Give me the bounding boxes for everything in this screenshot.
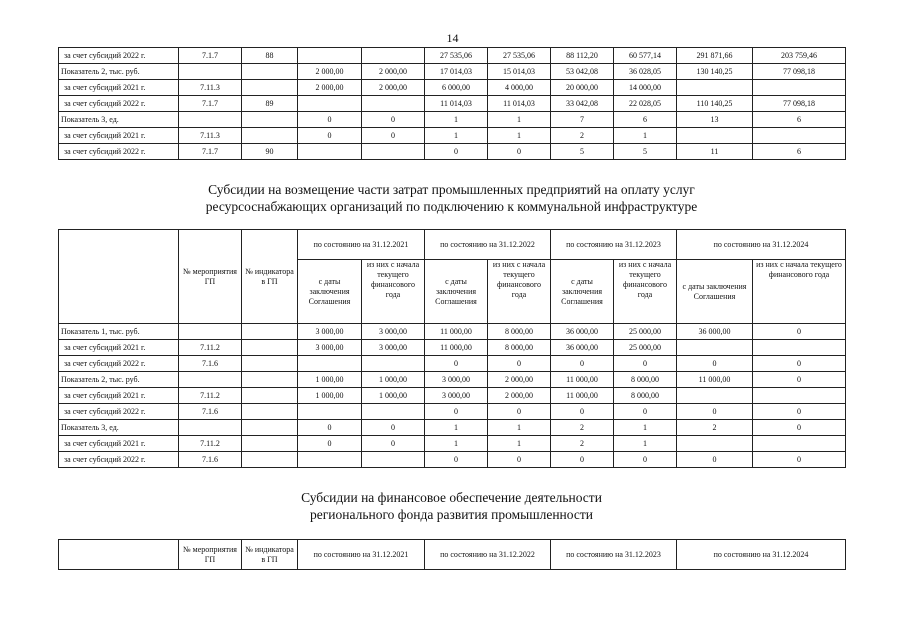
table1-cell: 1: [488, 128, 551, 144]
table2-row-label: за счет субсидий 2021 г.: [59, 340, 179, 356]
table1-cell: 5: [614, 144, 677, 160]
table1-cell: 0: [362, 128, 425, 144]
table1-cell: [753, 128, 846, 144]
table2-cell: 1: [488, 420, 551, 436]
table2-cell: [242, 388, 298, 404]
table2-cell: 1: [425, 436, 488, 452]
table2-cell: 2 000,00: [488, 372, 551, 388]
table2-cell: 1: [425, 420, 488, 436]
table1-cell: 53 042,08: [551, 64, 614, 80]
table1-cell: 7.11.3: [179, 80, 242, 96]
section2-title-line1: Субсидии на возмещение части затрат промышленных предприятий на оплату услуг: [208, 182, 695, 197]
table2-cell: 11 000,00: [551, 372, 614, 388]
table1-cell: 13: [677, 112, 753, 128]
table2-cell: 3 000,00: [298, 324, 362, 340]
table2-cell: 0: [753, 356, 846, 372]
table1-cell: [362, 96, 425, 112]
table1-cell: [179, 64, 242, 80]
section3-title-line1: Субсидии на финансовое обеспечение деятельности: [301, 490, 602, 505]
table2-cell: 1: [614, 436, 677, 452]
table1-cell: 89: [242, 96, 298, 112]
table1-cell: 2 000,00: [362, 80, 425, 96]
table1-cell: 27 535,06: [425, 48, 488, 64]
table2-row: [59, 324, 846, 340]
table1-cell: 0: [488, 144, 551, 160]
table1-cell: 88 112,20: [551, 48, 614, 64]
table1-cell: 11: [677, 144, 753, 160]
table1-cell: [677, 128, 753, 144]
table2-cell: 2 000,00: [488, 388, 551, 404]
table2-cell: [179, 372, 242, 388]
section2-heading: [58, 181, 845, 215]
table1-cell: [298, 144, 362, 160]
table2-cell: 0: [753, 324, 846, 340]
table2-header-period-2021: по состоянию на 31.12.2021: [298, 230, 425, 260]
table2-cell: [242, 420, 298, 436]
table1-row-label: Показатель 3, ед.: [59, 112, 179, 128]
table1-row-label: за счет субсидий 2022 г.: [59, 48, 179, 64]
table2-cell: 36 000,00: [677, 324, 753, 340]
table1-row-label: за счет субсидий 2021 г.: [59, 128, 179, 144]
table2-header-period-2023: по состоянию на 31.12.2023: [551, 230, 677, 260]
table2-cell: 7.11.2: [179, 436, 242, 452]
table1-row-label: за счет субсидий 2022 г.: [59, 144, 179, 160]
table2-cell: 25 000,00: [614, 324, 677, 340]
section2-title-line2: ресурсоснабжающих организаций по подключению к коммунальной инфраструктуре: [205, 199, 698, 214]
table1-cell: 2 000,00: [298, 80, 362, 96]
table2-cell: [298, 356, 362, 372]
table1-cell: 2 000,00: [362, 64, 425, 80]
table1-row: [59, 112, 846, 128]
table2-row: [59, 404, 846, 420]
table1-row-label: Показатель 2, тыс. руб.: [59, 64, 179, 80]
table2-cell: 0: [551, 452, 614, 468]
table1-cell: 77 098,18: [753, 64, 846, 80]
table2-cell: 7.1.6: [179, 356, 242, 372]
table2-cell: [362, 404, 425, 420]
table2-sub-2022-from: с даты заключения Соглашения: [425, 260, 488, 324]
table2-cell: [677, 436, 753, 452]
table1-cell: 291 871,66: [677, 48, 753, 64]
table2-cell: [242, 356, 298, 372]
table2-cell: 3 000,00: [298, 340, 362, 356]
table2-row-label: за счет субсидий 2022 г.: [59, 452, 179, 468]
table1-cell: 11 014,03: [488, 96, 551, 112]
table2-sub-2023-ytd: из них с начала текущего финансового года: [614, 260, 677, 324]
table1-cell: 22 028,05: [614, 96, 677, 112]
table2-cell: 7.11.2: [179, 340, 242, 356]
table2-cell: 0: [488, 452, 551, 468]
table1-row: [59, 128, 846, 144]
table1-cell: 1: [425, 112, 488, 128]
table1-cell: 6: [753, 112, 846, 128]
table2-header-measure: № мероприятия ГП: [179, 230, 242, 324]
table2-cell: 0: [753, 404, 846, 420]
table2-row: [59, 388, 846, 404]
table2-cell: 0: [551, 404, 614, 420]
table1-cell: 0: [425, 144, 488, 160]
table2-cell: 8 000,00: [614, 388, 677, 404]
table1-cell: 110 140,25: [677, 96, 753, 112]
table2-cell: [242, 452, 298, 468]
table3-header-period-2022: по состоянию на 31.12.2022: [425, 540, 551, 570]
table2-cell: 1: [488, 436, 551, 452]
table1-cell: 0: [298, 128, 362, 144]
table2-cell: 1 000,00: [362, 372, 425, 388]
table3-header-period-2021: по состоянию на 31.12.2021: [298, 540, 425, 570]
table2-body: [59, 324, 846, 468]
table2-cell: 8 000,00: [488, 340, 551, 356]
table2-sub-2024-ytd: из них с начала текущего финансового года: [753, 260, 846, 324]
table2-cell: 0: [753, 452, 846, 468]
table2-cell: 7.1.6: [179, 452, 242, 468]
table2-cell: 11 000,00: [677, 372, 753, 388]
table1-cell: 7.1.7: [179, 96, 242, 112]
table2-cell: 0: [677, 356, 753, 372]
table2-cell: 8 000,00: [488, 324, 551, 340]
table2-cell: 3 000,00: [425, 372, 488, 388]
table2-cell: [362, 452, 425, 468]
table2-cell: [753, 388, 846, 404]
table2-cell: 0: [362, 436, 425, 452]
table1-cell: 6 000,00: [425, 80, 488, 96]
table2-sub-2024-from: с даты заключения Соглашения: [677, 260, 753, 324]
table2-cell: 0: [753, 420, 846, 436]
table2-cell: 0: [677, 452, 753, 468]
table2-row: [59, 452, 846, 468]
table2-row: [59, 372, 846, 388]
table1-cell: 60 577,14: [614, 48, 677, 64]
table1-cell: 2: [551, 128, 614, 144]
table2-cell: 11 000,00: [425, 324, 488, 340]
table1-cell: [677, 80, 753, 96]
table3-header-blank: [59, 540, 179, 570]
table1-cell: 7.11.3: [179, 128, 242, 144]
table2-cell: 25 000,00: [614, 340, 677, 356]
table2-cell: 7.1.6: [179, 404, 242, 420]
table1-cell: [362, 48, 425, 64]
table2-cell: 3 000,00: [362, 340, 425, 356]
table2-row-label: за счет субсидий 2022 г.: [59, 404, 179, 420]
table2-cell: [242, 436, 298, 452]
table2-cell: [242, 404, 298, 420]
table2-header-indicator: № индикатора в ГП: [242, 230, 298, 324]
table1-cell: 130 140,25: [677, 64, 753, 80]
table-section1-continuation: [58, 47, 846, 160]
table1-cell: 6: [753, 144, 846, 160]
table1-row: [59, 64, 846, 80]
table2-row-label: Показатель 3, ед.: [59, 420, 179, 436]
table2-header-period-2024: по состоянию на 31.12.2024: [677, 230, 846, 260]
table2-sub-2022-ytd: из них с начала текущего финансового года: [488, 260, 551, 324]
table2-cell: 11 000,00: [425, 340, 488, 356]
table1-cell: [179, 112, 242, 128]
table2-cell: [242, 324, 298, 340]
table2-cell: [242, 372, 298, 388]
table2-cell: 0: [488, 356, 551, 372]
table1-row: [59, 96, 846, 112]
table2-cell: 0: [488, 404, 551, 420]
table-section3: [58, 539, 846, 570]
section3-heading: [58, 489, 845, 523]
table1-cell: [242, 64, 298, 80]
table2-cell: 0: [298, 420, 362, 436]
table2-cell: 0: [677, 404, 753, 420]
table2-cell: [179, 420, 242, 436]
table3-header-period-2024: по состоянию на 31.12.2024: [677, 540, 846, 570]
table2-row: [59, 436, 846, 452]
table1-cell: 33 042,08: [551, 96, 614, 112]
table2-cell: 0: [425, 356, 488, 372]
table1-cell: 7.1.7: [179, 144, 242, 160]
table3-header-measure: № мероприятия ГП: [179, 540, 242, 570]
table1-row: [59, 144, 846, 160]
table1-cell: [298, 96, 362, 112]
table2-row-label: за счет субсидий 2021 г.: [59, 436, 179, 452]
table2-cell: [677, 340, 753, 356]
table1-cell: 6: [614, 112, 677, 128]
table1-row-label: за счет субсидий 2021 г.: [59, 80, 179, 96]
table2-cell: 36 000,00: [551, 324, 614, 340]
table2-cell: 2: [551, 436, 614, 452]
table-section2: [58, 229, 846, 468]
table1-cell: 2 000,00: [298, 64, 362, 80]
table1-cell: 90: [242, 144, 298, 160]
table1-cell: [242, 80, 298, 96]
table1-row: [59, 48, 846, 64]
table2-row-label: за счет субсидий 2021 г.: [59, 388, 179, 404]
table1-cell: 4 000,00: [488, 80, 551, 96]
table1-cell: 14 000,00: [614, 80, 677, 96]
table2-cell: 0: [753, 372, 846, 388]
table1-cell: 27 535,06: [488, 48, 551, 64]
table1-cell: 1: [425, 128, 488, 144]
table2-cell: 1 000,00: [298, 372, 362, 388]
table2-sub-2021-ytd: из них с начала текущего финансового года: [362, 260, 425, 324]
table2-cell: 0: [614, 356, 677, 372]
table1-cell: 7.1.7: [179, 48, 242, 64]
table2-row: [59, 356, 846, 372]
table3-header-row: [59, 540, 846, 570]
table2-cell: [677, 388, 753, 404]
table2-cell: 1 000,00: [362, 388, 425, 404]
table1-cell: 0: [298, 112, 362, 128]
table3-header-indicator: № индикатора в ГП: [242, 540, 298, 570]
table2-cell: [179, 324, 242, 340]
table3-header-period-2023: по состоянию на 31.12.2023: [551, 540, 677, 570]
table2-row-label: Показатель 2, тыс. руб.: [59, 372, 179, 388]
table1-cell: 203 759,46: [753, 48, 846, 64]
table2-cell: [242, 340, 298, 356]
table2-cell: [298, 452, 362, 468]
table2-cell: 3 000,00: [362, 324, 425, 340]
table2-row-label: Показатель 1, тыс. руб.: [59, 324, 179, 340]
table2-cell: [298, 404, 362, 420]
table2-cell: 11 000,00: [551, 388, 614, 404]
table1-cell: 15 014,03: [488, 64, 551, 80]
table1-cell: [362, 144, 425, 160]
table1-row-label: за счет субсидий 2022 г.: [59, 96, 179, 112]
table2-header-row1: [59, 230, 846, 260]
table1-cell: [242, 112, 298, 128]
table1-cell: 5: [551, 144, 614, 160]
table2-row-label: за счет субсидий 2022 г.: [59, 356, 179, 372]
table2-sub-2021-from: с даты заключения Соглашения: [298, 260, 362, 324]
table2-cell: 0: [425, 452, 488, 468]
table1-cell: 17 014,03: [425, 64, 488, 80]
table2-row: [59, 340, 846, 356]
table2-cell: 1 000,00: [298, 388, 362, 404]
table2-cell: 0: [614, 452, 677, 468]
table2-cell: 0: [362, 420, 425, 436]
table2-sub-2023-from: с даты заключения Соглашения: [551, 260, 614, 324]
table1-cell: [242, 128, 298, 144]
table2-cell: [753, 340, 846, 356]
table1-row: [59, 80, 846, 96]
table1-cell: 7: [551, 112, 614, 128]
table2-cell: [362, 356, 425, 372]
table2-cell: [753, 436, 846, 452]
table1-cell: 20 000,00: [551, 80, 614, 96]
table1-body: [59, 48, 846, 160]
table2-cell: 7.11.2: [179, 388, 242, 404]
table2-header-period-2022: по состоянию на 31.12.2022: [425, 230, 551, 260]
section3-title-line2: регионального фонда развития промышленности: [310, 507, 593, 522]
table2-cell: 8 000,00: [614, 372, 677, 388]
table2-cell: 36 000,00: [551, 340, 614, 356]
table2-cell: 0: [551, 356, 614, 372]
table1-cell: [298, 48, 362, 64]
table2-row: [59, 420, 846, 436]
table1-cell: 11 014,03: [425, 96, 488, 112]
table2-cell: 2: [551, 420, 614, 436]
table1-cell: 1: [488, 112, 551, 128]
table1-cell: 36 028,05: [614, 64, 677, 80]
table1-cell: 88: [242, 48, 298, 64]
table2-cell: 0: [614, 404, 677, 420]
table1-cell: 77 098,18: [753, 96, 846, 112]
page-number: 14: [446, 31, 459, 45]
table2-cell: 3 000,00: [425, 388, 488, 404]
table1-cell: [753, 80, 846, 96]
table2-header-blank: [59, 230, 179, 324]
table2-cell: 2: [677, 420, 753, 436]
table2-cell: 1: [614, 420, 677, 436]
table1-cell: 0: [362, 112, 425, 128]
table1-cell: 1: [614, 128, 677, 144]
table2-cell: 0: [425, 404, 488, 420]
table2-cell: 0: [298, 436, 362, 452]
